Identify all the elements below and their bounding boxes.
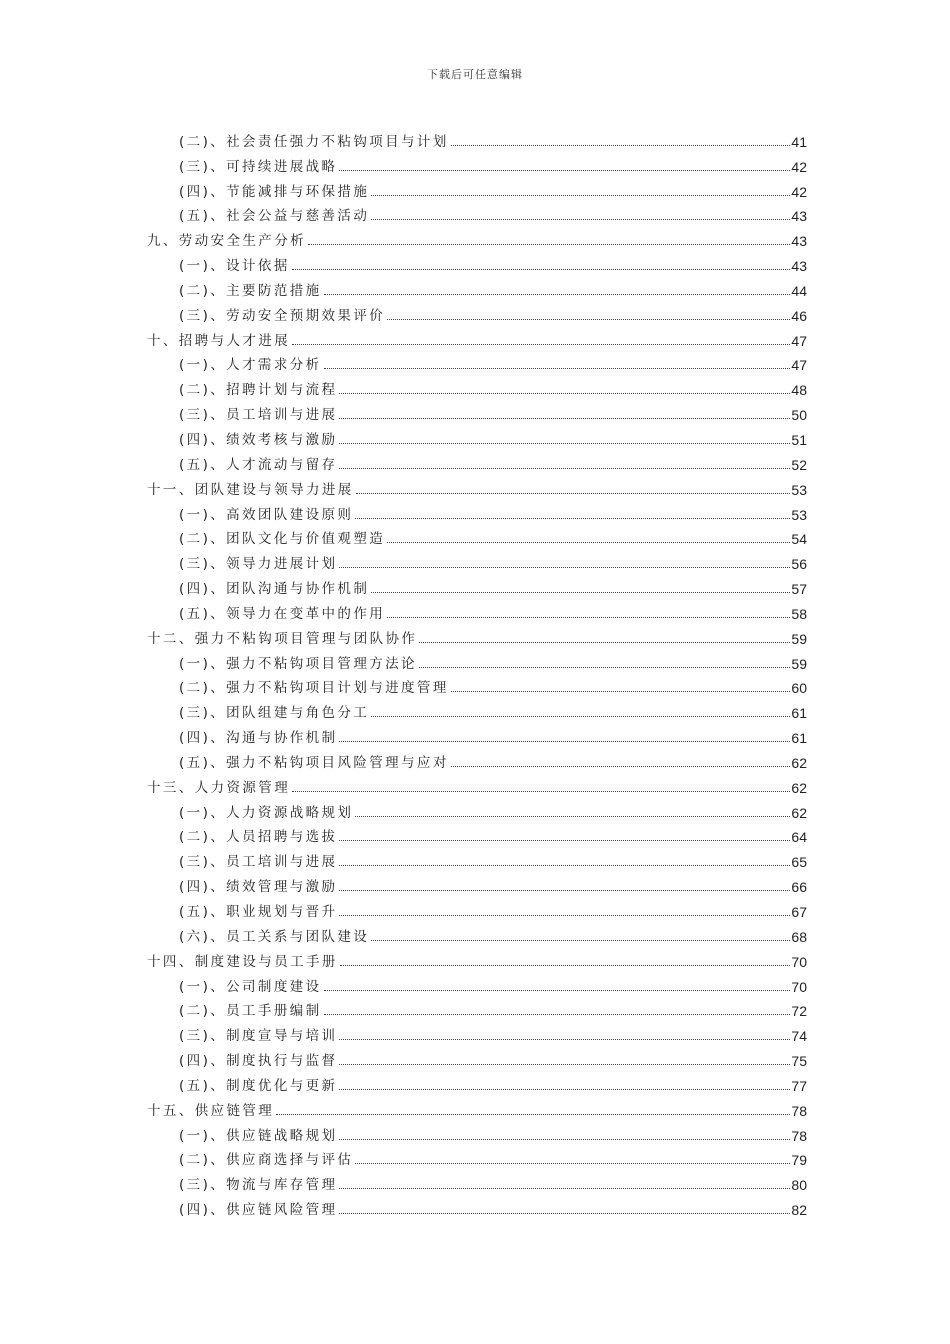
- toc-section-entry[interactable]: [147, 821, 807, 846]
- toc-entry-label: (四)、绩效管理与激励: [179, 879, 338, 896]
- toc-dot-leader: [371, 219, 790, 220]
- toc-entry-label: (四)、制度执行与监督: [179, 1053, 338, 1070]
- toc-entry-page-number: 77: [791, 1077, 807, 1094]
- toc-entry-label: (五)、社会公益与慈善活动: [179, 208, 370, 225]
- toc-dot-leader: [292, 791, 790, 792]
- toc-chapter-entry[interactable]: [147, 224, 807, 249]
- toc-chapter-entry[interactable]: [147, 473, 807, 498]
- toc-entry-label: (二)、人员招聘与选拔: [179, 829, 338, 846]
- toc-entry-label: (一)、设计依据: [179, 258, 290, 275]
- toc-section-entry[interactable]: [147, 647, 807, 672]
- toc-entry-label: 十五、供应链管理: [147, 1102, 275, 1119]
- toc-entry-label: (二)、供应商选择与评估: [179, 1152, 354, 1169]
- toc-section-entry[interactable]: [147, 274, 807, 299]
- toc-section-entry[interactable]: [147, 597, 807, 622]
- toc-entry-label: (五)、职业规划与晋升: [179, 904, 338, 920]
- toc-dot-leader: [276, 1114, 790, 1115]
- toc-entry-page-number: 78: [791, 1127, 807, 1144]
- toc-dot-leader: [387, 542, 790, 543]
- toc-entry-label: (三)、制度宣导与培训: [179, 1028, 338, 1045]
- toc-entry-label: (一)、供应链战略规划: [179, 1127, 338, 1144]
- toc-dot-leader: [292, 344, 790, 345]
- toc-section-entry[interactable]: [147, 1144, 807, 1169]
- toc-entry-page-number: 42: [791, 158, 807, 175]
- toc-entry-page-number: 46: [791, 307, 807, 324]
- toc-dot-leader: [387, 617, 790, 618]
- toc-entry-label: (三)、可持续进展战略: [179, 158, 338, 175]
- toc-entry-page-number: 80: [791, 1177, 807, 1194]
- toc-entry-page-number: 65: [791, 854, 807, 871]
- toc-dot-leader: [371, 195, 790, 196]
- toc-entry-page-number: 79: [791, 1152, 807, 1169]
- toc-entry-label: (五)、强力不粘钩项目风险管理与应对: [179, 754, 449, 771]
- toc-entry-label: 十一、团队建设与领导力进展: [147, 481, 354, 498]
- toc-section-entry[interactable]: [147, 895, 807, 920]
- toc-dot-leader: [339, 1188, 790, 1189]
- toc-entry-label: (三)、物流与库存管理: [179, 1177, 338, 1194]
- toc-entry-label: (四)、供应链风险管理: [179, 1202, 338, 1219]
- toc-section-entry[interactable]: [147, 299, 807, 324]
- page-header: 下载后可任意编辑: [427, 68, 523, 81]
- toc-entry-page-number: 62: [791, 779, 807, 796]
- toc-section-entry[interactable]: [147, 249, 807, 274]
- toc-entry-page-number: 54: [791, 531, 807, 548]
- toc-entry-page-number: 51: [791, 431, 807, 448]
- toc-dot-leader: [387, 319, 790, 320]
- toc-chapter-entry[interactable]: [147, 1094, 807, 1119]
- toc-entry-label: (五)、领导力在变革中的作用: [179, 605, 386, 622]
- toc-dot-leader: [371, 592, 790, 593]
- toc-dot-leader: [339, 865, 790, 866]
- toc-dot-leader: [339, 1139, 790, 1140]
- toc-dot-leader: [339, 170, 790, 171]
- toc-section-entry[interactable]: [147, 1193, 807, 1218]
- toc-entry-page-number: 67: [791, 904, 807, 920]
- toc-dot-leader: [339, 1039, 790, 1040]
- toc-dot-leader: [355, 1163, 790, 1164]
- toc-dot-leader: [355, 816, 790, 817]
- toc-section-entry[interactable]: [147, 498, 807, 523]
- toc-entry-page-number: 78: [791, 1102, 807, 1119]
- toc-entry-label: 九、劳动安全生产分析: [147, 233, 306, 250]
- toc-entry-page-number: 53: [791, 481, 807, 498]
- toc-entry-page-number: 57: [791, 581, 807, 598]
- toc-entry-page-number: 72: [791, 1003, 807, 1020]
- toc-entry-label: (三)、劳动安全预期效果评价: [179, 307, 386, 324]
- toc-entry-label: (二)、强力不粘钩项目计划与进度管理: [179, 680, 449, 697]
- toc-dot-leader: [356, 493, 791, 494]
- toc-entry-label: (三)、团队组建与角色分工: [179, 705, 370, 722]
- toc-chapter-entry[interactable]: [147, 324, 807, 349]
- toc-section-entry[interactable]: [147, 523, 807, 548]
- toc-dot-leader: [324, 1014, 791, 1015]
- toc-entry-label: (四)、节能减排与环保措施: [179, 183, 370, 200]
- toc-section-entry[interactable]: [147, 970, 807, 995]
- toc-entry-page-number: 59: [791, 655, 807, 672]
- toc-entry-label: 十四、制度建设与员工手册: [147, 953, 338, 970]
- toc-entry-label: (二)、主要防范措施: [179, 282, 322, 299]
- toc-entry-label: (五)、人才流动与留存: [179, 456, 338, 473]
- toc-entry-page-number: 61: [791, 705, 807, 722]
- toc-entry-label: (三)、领导力进展计划: [179, 556, 338, 573]
- toc-dot-leader: [324, 294, 791, 295]
- toc-dot-leader: [451, 691, 791, 692]
- toc-dot-leader: [419, 642, 790, 643]
- toc-dot-leader: [339, 468, 790, 469]
- toc-entry-page-number: 42: [791, 183, 807, 200]
- toc-entry-page-number: 43: [791, 208, 807, 225]
- toc-dot-leader: [292, 269, 791, 270]
- toc-dot-leader: [371, 940, 790, 941]
- toc-section-entry[interactable]: [147, 845, 807, 870]
- toc-dot-leader: [339, 915, 790, 916]
- toc-chapter-entry[interactable]: [147, 622, 807, 647]
- toc-entry-page-number: 52: [791, 456, 807, 473]
- toc-section-entry[interactable]: [147, 547, 807, 572]
- toc-entry-page-number: 66: [791, 879, 807, 896]
- toc-section-entry[interactable]: [147, 696, 807, 721]
- toc-entry-page-number: 43: [791, 258, 807, 275]
- toc-entry-label: (一)、高效团队建设原则: [179, 506, 354, 523]
- toc-dot-leader: [339, 890, 790, 891]
- toc-dot-leader: [339, 393, 790, 394]
- toc-entry-page-number: 62: [791, 754, 807, 771]
- toc-dot-leader: [339, 1064, 790, 1065]
- toc-entry-page-number: 68: [791, 928, 807, 945]
- toc-section-entry[interactable]: [147, 125, 807, 150]
- toc-dot-leader: [451, 145, 791, 146]
- toc-dot-leader: [371, 716, 790, 717]
- toc-entry-page-number: 44: [791, 282, 807, 299]
- toc-section-entry[interactable]: [147, 672, 807, 697]
- toc-entry-label: (一)、人力资源战略规划: [179, 804, 354, 821]
- toc-section-entry[interactable]: [147, 870, 807, 895]
- toc-dot-leader: [339, 1213, 790, 1214]
- table-of-contents: [147, 125, 807, 1218]
- toc-entry-label: (五)、制度优化与更新: [179, 1077, 338, 1094]
- toc-entry-label: (四)、团队沟通与协作机制: [179, 581, 370, 598]
- toc-section-entry[interactable]: [147, 1119, 807, 1144]
- toc-entry-page-number: 82: [791, 1202, 807, 1219]
- toc-entry-label: (二)、社会责任强力不粘钩项目与计划: [179, 133, 449, 150]
- toc-entry-page-number: 56: [791, 556, 807, 573]
- toc-section-entry[interactable]: [147, 373, 807, 398]
- toc-dot-leader: [339, 741, 790, 742]
- toc-section-entry[interactable]: [147, 1069, 807, 1094]
- toc-chapter-entry[interactable]: [147, 945, 807, 970]
- toc-entry-page-number: 62: [791, 804, 807, 821]
- toc-entry-page-number: 47: [791, 332, 807, 349]
- toc-entry-label: (六)、员工关系与团队建设: [179, 928, 370, 945]
- toc-entry-label: (四)、沟通与协作机制: [179, 730, 338, 747]
- toc-dot-leader: [324, 368, 791, 369]
- toc-entry-page-number: 70: [791, 953, 807, 970]
- toc-section-entry[interactable]: [147, 796, 807, 821]
- toc-entry-page-number: 75: [791, 1053, 807, 1070]
- toc-dot-leader: [339, 443, 790, 444]
- toc-entry-page-number: 53: [791, 506, 807, 523]
- toc-dot-leader: [339, 840, 790, 841]
- toc-section-entry[interactable]: [147, 746, 807, 771]
- toc-dot-leader: [451, 766, 791, 767]
- toc-entry-label: (二)、招聘计划与流程: [179, 382, 338, 399]
- toc-entry-label: (一)、公司制度建设: [179, 978, 322, 995]
- toc-entry-page-number: 58: [791, 605, 807, 622]
- toc-section-entry[interactable]: [147, 1019, 807, 1044]
- toc-entry-label: 十二、强力不粘钩项目管理与团队协作: [147, 630, 418, 647]
- toc-entry-page-number: 70: [791, 978, 807, 995]
- toc-dot-leader: [419, 667, 790, 668]
- toc-dot-leader: [339, 1089, 790, 1090]
- toc-entry-page-number: 47: [791, 357, 807, 374]
- toc-entry-page-number: 64: [791, 829, 807, 846]
- toc-section-entry[interactable]: [147, 721, 807, 746]
- toc-entry-page-number: 41: [791, 133, 807, 150]
- toc-dot-leader: [339, 418, 790, 419]
- toc-entry-label: 十三、人力资源管理: [147, 779, 291, 796]
- toc-entry-page-number: 61: [791, 730, 807, 747]
- toc-section-entry[interactable]: [147, 572, 807, 597]
- toc-entry-label: (四)、绩效考核与激励: [179, 431, 338, 448]
- toc-dot-leader: [355, 518, 790, 519]
- toc-section-entry[interactable]: [147, 398, 807, 423]
- toc-entry-page-number: 43: [791, 233, 807, 250]
- toc-section-entry[interactable]: [147, 995, 807, 1020]
- toc-entry-label: (二)、团队文化与价值观塑造: [179, 531, 386, 548]
- toc-section-entry[interactable]: [147, 349, 807, 374]
- toc-entry-page-number: 74: [791, 1028, 807, 1045]
- toc-dot-leader: [339, 567, 790, 568]
- toc-entry-page-number: 60: [791, 680, 807, 697]
- toc-entry-page-number: 50: [791, 407, 807, 424]
- toc-section-entry[interactable]: [147, 448, 807, 473]
- toc-chapter-entry[interactable]: [147, 771, 807, 796]
- toc-entry-page-number: 59: [791, 630, 807, 647]
- toc-entry-label: (三)、员工培训与进展: [179, 407, 338, 424]
- toc-entry-label: (三)、员工培训与进展: [179, 854, 338, 871]
- toc-entry-label: (二)、员工手册编制: [179, 1003, 322, 1020]
- toc-entry-label: 十、招聘与人才进展: [147, 332, 291, 349]
- toc-section-entry[interactable]: [147, 200, 807, 225]
- toc-section-entry[interactable]: [147, 1168, 807, 1193]
- toc-section-entry[interactable]: [147, 920, 807, 945]
- toc-dot-leader: [308, 244, 790, 245]
- toc-section-entry[interactable]: [147, 175, 807, 200]
- toc-section-entry[interactable]: [147, 150, 807, 175]
- toc-entry-label: (一)、人才需求分析: [179, 357, 322, 374]
- toc-dot-leader: [324, 990, 791, 991]
- toc-entry-label: (一)、强力不粘钩项目管理方法论: [179, 655, 417, 672]
- toc-section-entry[interactable]: [147, 1044, 807, 1069]
- toc-section-entry[interactable]: [147, 423, 807, 448]
- toc-entry-page-number: 48: [791, 382, 807, 399]
- toc-dot-leader: [340, 965, 791, 966]
